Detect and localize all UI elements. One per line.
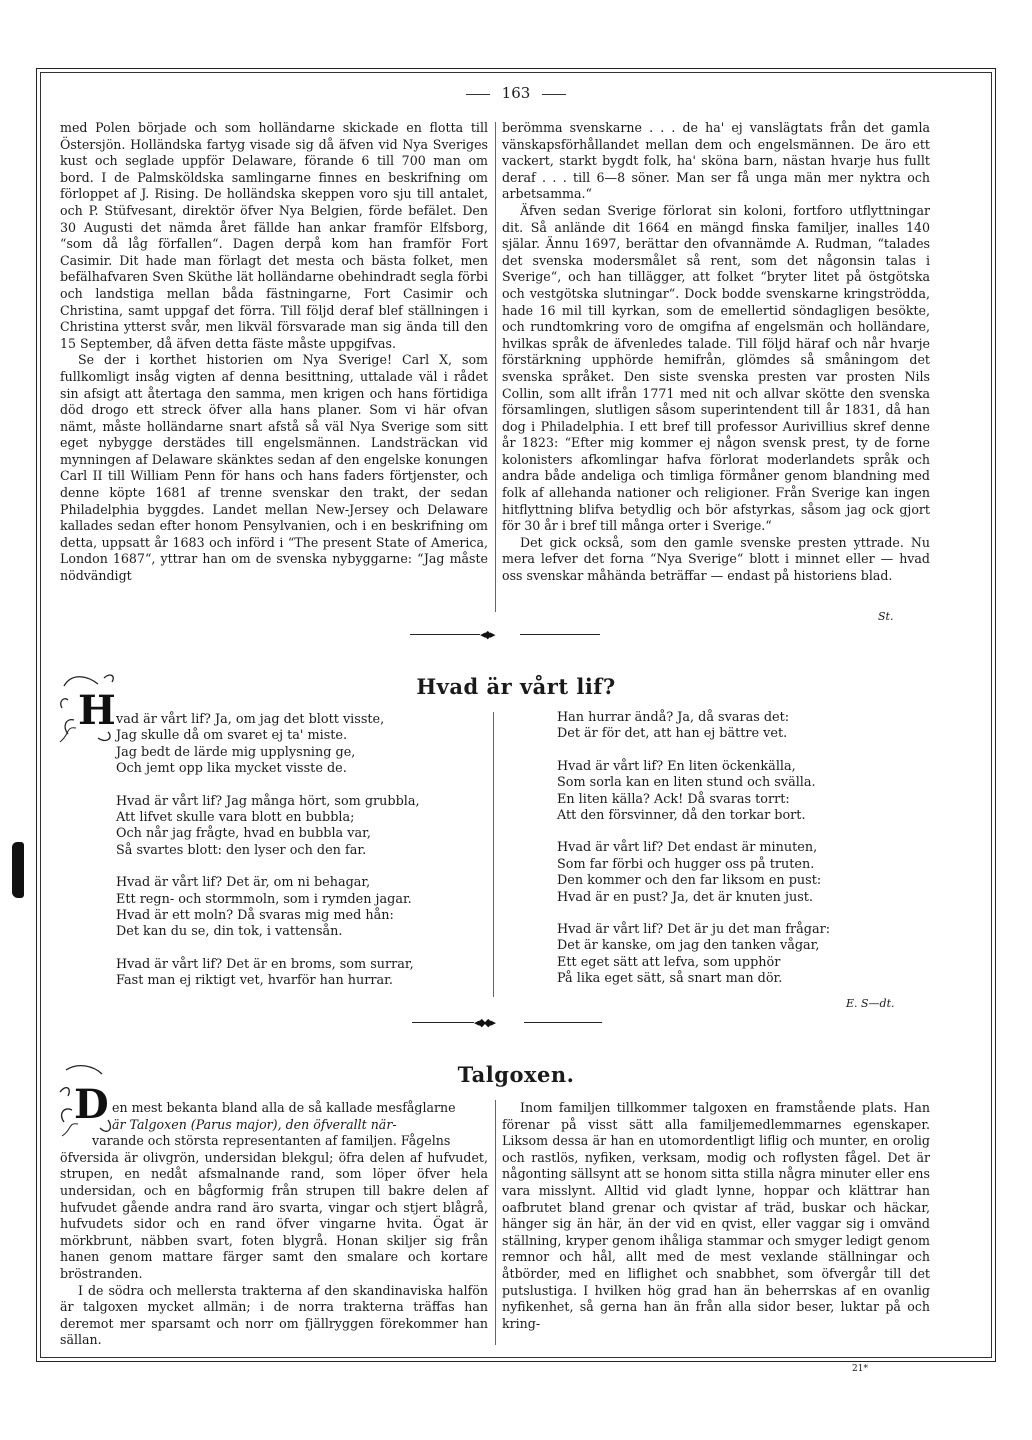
poem-line: En liten källa? Ack! Då svaras torrt: xyxy=(557,791,790,807)
poem-line: Hvad är vårt lif? Det är, om ni behagar, xyxy=(116,875,371,891)
poem-dropcap xyxy=(58,668,118,748)
poem-line: Hvad är vårt lif? En liten öckenkälla, xyxy=(557,758,796,774)
binding-mark xyxy=(12,842,24,898)
article2-left-p1: öfversida är olivgrön, undersidan blekgul; öfra delen af hufvudet, strupen, en nedåt afsmalnande rand, som löper öfver hela undersidan, och en bågformig från strupen till bakre delen af hufvudet gående andra rand äro svarta, vingar och stjert blågrå, hufvudets sidor och en rand öfver vingarne hvita. Ögat är mörkbrunt, näbben svart, foten blygrå. Honan skiljer sig från hanen genom mattare färger samt den smalare och kortare bröstranden. xyxy=(60,1149,488,1281)
poem-left-stanza-2 xyxy=(116,794,486,860)
article2-right-p1: Inom familjen tillkommer talgoxen en framstående plats. Han förenar på visst sätt alla familjemedlemmarnes egenskaper. Liksom dessa är han en utomordentligt liflig och munter, en orolig och rastlös, nyfiken, verksam, modig och roflysten fågel. Det är någonting sällsynt att se honom sitta stilla några minuter eller ens vara misslynt. Alltid vid gladt lynne, hoppar och klättrar han oafbrutet bland grenar och qvistar af träd, buskar och häckar, hänger sig än här, än der vid en qvist, eller vaggar sig i omvänd ställning, kryper genom ihåliga stammar och smyger ledigt genom remnor och hål, allt med de mest vexlande ställningar och åtbörder, med en liflighet och snabbhet, som öfvergår till det putslustiga. I hvilken hög grad han än beherrskas af en ovanlig nyfikenhet, så gerna han än från alla sidor beser, luktar på och kring- xyxy=(502,1100,930,1331)
poem-right-column xyxy=(557,710,927,1004)
poem-line: Jag bedt de lärde mig upplysning ge, xyxy=(116,744,356,760)
poem-right-stanza-4 xyxy=(557,922,927,988)
poem-left-column xyxy=(116,712,486,1006)
poem-line: Och når jag frågte, hvad en bubbla var, xyxy=(116,826,371,842)
poem-right-stanza-1 xyxy=(557,710,927,743)
article2-left-column xyxy=(60,1100,488,1349)
article1-signature: St. xyxy=(878,610,894,623)
poem-line: På lika eget sätt, så snart man dör. xyxy=(557,971,783,987)
poem-left-stanza-3 xyxy=(116,875,486,941)
article1-left-p2: Se der i korthet historien om Nya Sverige! Carl X, som fullkomligt insåg vigten af denna besittning, uttalade väl i rådet sin afsigt att återtaga den samma, men krigen och hans förtidiga död drogo ett streck öfver alla hans planer. Som vi här ofvan nämt, måste holländarne snart afstå så väl Nya Sverige som sitt eget nybygge derstädes till engelsmännen. Landsträckan vid mynningen af Delaware skänktes sedan af den engelske konungen Carl II till William Penn för hans och hans faders förtjenster, och denne köpte 1681 af trenne svenskar den trakt, der sedan Philadelphia byggdes. Landet mellan New-Jersey och Delaware kallades sedan efter honom Pensylvanien, och i en beskrifning om detta, uppsatt år 1683 och införd i “The present State of America, London 1687“, yttrar han om de svenska nybyggarne: “Jag måste nödvändigt xyxy=(60,352,488,584)
dropcap-letter: D xyxy=(74,1081,109,1128)
poem-title: Hvad är vårt lif? xyxy=(416,674,616,699)
page-number: 163 xyxy=(0,84,1032,102)
poem-line: Det är för det, att han ej bättre vet. xyxy=(557,726,788,742)
poem-line: Ett eget sätt att lefva, som upphör xyxy=(557,954,781,970)
article1-left-column xyxy=(60,120,488,585)
poem-line: Så svartes blott: den lyser och den far. xyxy=(116,842,367,858)
dropcap-flourish-icon xyxy=(58,668,118,748)
poem-line: Att den försvinner, då den torkar bort. xyxy=(557,808,806,824)
poem-line: Hvad är en pust? Ja, det är knuten just. xyxy=(557,889,813,905)
poem-left-stanza-1 xyxy=(116,712,486,778)
poem-line: vad är vårt lif? Ja, om jag det blott visste, xyxy=(116,712,385,727)
poem-line: Hvad är ett moln? Då svaras mig med hån: xyxy=(116,908,394,924)
dropcap-letter: H xyxy=(78,687,116,734)
signature-mark: 21* xyxy=(852,1364,868,1374)
column-divider-2 xyxy=(495,1100,496,1345)
article2-lead-line-1: en mest bekanta bland alla de så kallade mesfåglarne xyxy=(112,1100,456,1115)
poem-line: Det är kanske, om jag den tanken vågar, xyxy=(557,938,820,954)
poem-left-stanza-4 xyxy=(116,957,486,990)
poem-line: Hvad är vårt lif? Jag många hört, som grubbla, xyxy=(116,793,420,809)
column-divider-1 xyxy=(495,122,496,612)
article1-right-column xyxy=(502,120,930,585)
section-ornament-1: ◂◆▸ xyxy=(410,630,600,640)
poem-signature: E. S—dt. xyxy=(846,997,895,1010)
poem-line: Som sorla kan en liten stund och svälla. xyxy=(557,775,816,791)
poem-line: Hvad är vårt lif? Det endast är minuten, xyxy=(557,840,818,856)
poem-column-divider xyxy=(493,712,494,997)
poem-line: Att lifvet skulle vara blott en bubbla; xyxy=(116,810,355,826)
poem-line: Som far förbi och hugger oss på truten. xyxy=(557,856,815,872)
article1-right-p3: Det gick också, som den gamle svenske presten yttrade. Nu mera lefver det forna “Nya Sverige“ blott i minnet eller — hvad oss svenskar måhända beträffar — endast på historiens blad. xyxy=(502,534,930,584)
article1-right-p1: berömma svenskarne . . . de ha' ej vanslägtats från det gamla vänskapsförhållandet mellan dem och engelsmännen. De äro ett vackert, starkt bygdt folk, ha' sköna barn, nästan hvarje hus fullt deraf . . . till 6—8 söner. Man ser få unga män mer nyktra och arbetsamma.“ xyxy=(502,120,930,202)
poem-line: Det kan du se, din tok, i vattensån. xyxy=(116,924,343,940)
poem-line: Den kommer och den far liksom en pust: xyxy=(557,873,822,889)
poem-right-stanza-3 xyxy=(557,840,927,906)
poem-line: Han hurrar ändå? Ja, då svaras det: xyxy=(557,710,790,725)
poem-line: Och jemt opp lika mycket visste de. xyxy=(116,761,347,777)
poem-line: Hvad är vårt lif? Det är ju det man frågar: xyxy=(557,922,831,938)
article2-lead-line-2: är Talgoxen (Parus major), den öfverallt när- xyxy=(112,1116,397,1132)
poem-line: Jag skulle då om svaret ej ta' miste. xyxy=(116,728,348,744)
section-ornament-2: ◂◆◆▸ xyxy=(412,1018,602,1028)
poem-line: Fast man ej riktigt vet, hvarför han hurrar. xyxy=(116,973,393,989)
poem-right-stanza-2 xyxy=(557,759,927,825)
article1-left-p1: med Polen började och som holländarne skickade en flotta till Östersjön. Holländska fartyg visade sig då äfven vid Nya Sveriges kust och seglade uppför Delaware, förande 6 till 700 man om bord. I de Palmsköldska samlingarne finnes en beskrifning om förloppet af J. Rising. De holländska skeppen voro sju till antalet, och P. Stüfvesant, direktör öfver Nya Belgien, förde befälet. Den 30 Augusti det nämda året fällde han ankar framför Elfsborg, “som då låg förfallen“. Dagen derpå kom han framför Fort Casimir. Dit hade man förlagt det mesta och bästa folket, men befälhafvaren Sven Sküthe lät holländarne obehindradt segla förbi och landstiga mellan båda fästningarne, Fort Casimir och Christina, samt uppgaf det förra. Till följd deraf blef ställningen i Christina ytterst svår, men likväl försvarade man sig ända till den 15 September, då äfven detta fäste måste uppgifvas. xyxy=(60,120,488,351)
article2-left-p2: I de södra och mellersta trakterna af den skandinaviska halfön är talgoxen mycket allmän; i de norra trakterna träffas han deremot mer sparsamt och norr om fjällryggen förekommer han sällan. xyxy=(60,1282,488,1348)
article2-title: Talgoxen. xyxy=(457,1062,575,1087)
article2-right-column xyxy=(502,1100,930,1332)
poem-line: Hvad är vårt lif? Det är en broms, som surrar, xyxy=(116,956,414,972)
article1-right-p2: Äfven sedan Sverige förlorat sin koloni, fortforo utflyttningar dit. Så anlände dit 1664 en mängd finska familjer, inalles 140 själar. Ännu 1697, berättar den ofvannämde A. Rudman, “talades det svenska modersmålet så rent, som det någonsin talas i Sverige“, och han tillägger, att folket “bryter litet på östgötska och vestgötska slutningar“. Dock bodde svenskarne kringströdda, hade 16 mil till kyrkan, som de emellertid söndagligen besökte, och rundtomkring voro de omgifna af engelsmän och holländare, hvilkas språk de äfvenledes talade. Till följd häraf och når hvarje förstärkning upphörde hemifrån, glömdes så småningom det svenska språket. Den siste svenska presten var prosten Nils Collin, som allt ifrån 1771 med nit och allvar skötte den svenska församlingen, slutligen såsom superintendent till år 1831, då han dog i Philadelphia. I ett bref till professor Aurivillius skref denne år 1823: “Efter mig kommer ej någon svensk prest, ty de forne kolonisters afkomlingar hafva förlorat moderlandets språk och andra både andeliga och timliga förmåner genom blandning med folk af allehanda nationer och religioner. Från Sverige kan ingen hitflyttning blifva betydlig och bör afstyrkas, såsom jag ock gjort för 30 år i bref till många orter i Sverige.“ xyxy=(502,202,930,534)
article2-lead-line-3: varande och största representanten af familjen. Fågelns xyxy=(92,1133,451,1149)
poem-line: Ett regn- och stormmoln, som i rymden jagar. xyxy=(116,891,412,907)
